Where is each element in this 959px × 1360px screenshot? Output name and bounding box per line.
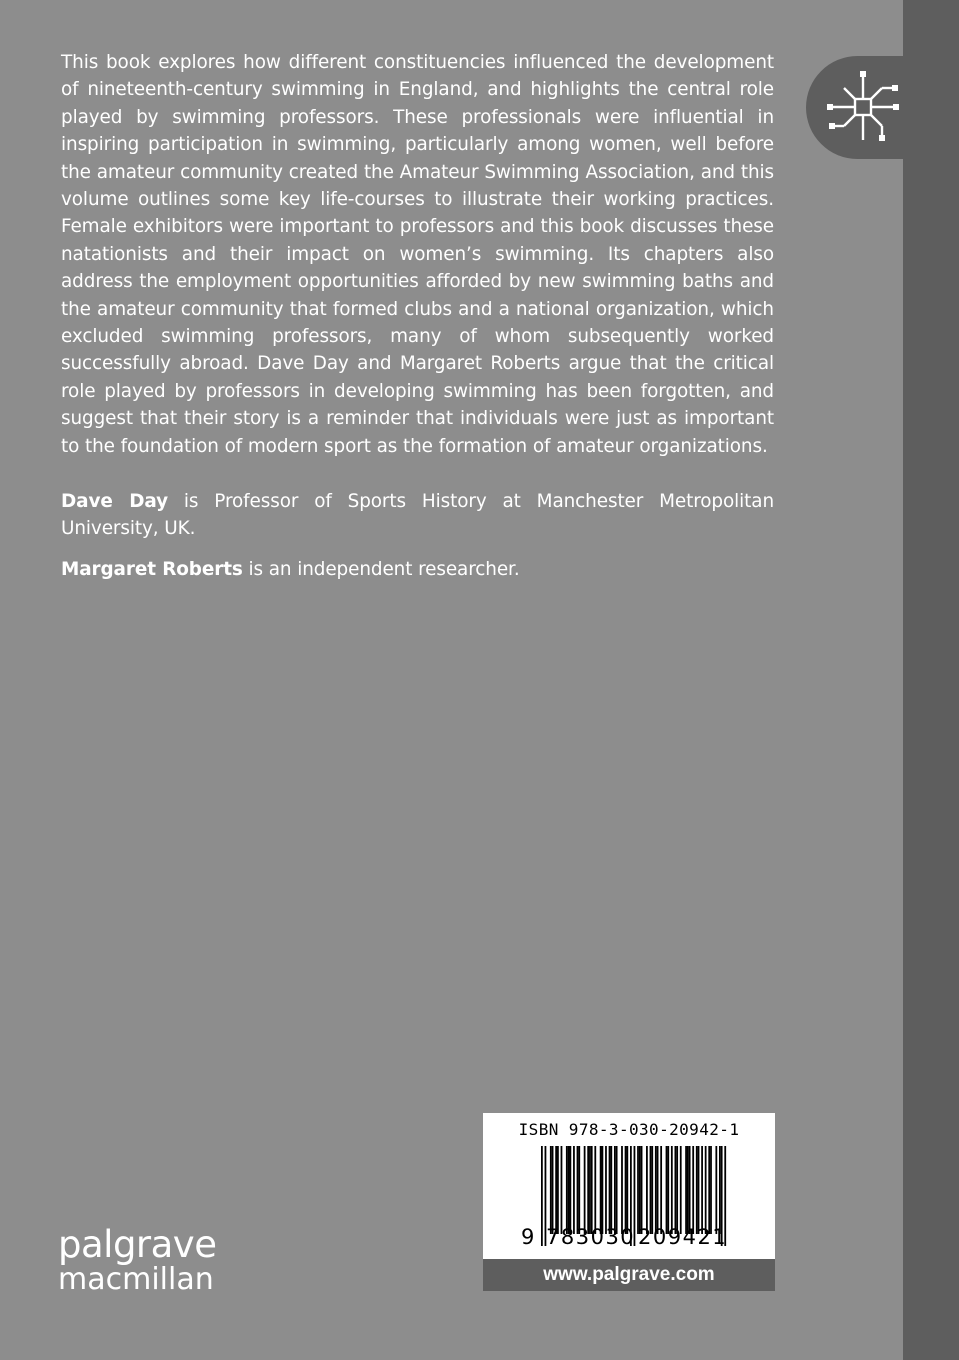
barcode-bar — [692, 1146, 694, 1234]
author-name: Dave Day — [61, 491, 168, 512]
barcode-bar — [605, 1146, 607, 1234]
barcode-bar — [625, 1146, 627, 1234]
barcode-digit-group-1: 783030 — [546, 1225, 636, 1249]
palgrave-network-logo-icon — [824, 68, 904, 148]
author-bio-text: is Professor of Sports History at Manchester Metropolitan University, UK. — [61, 491, 775, 540]
barcode-bar — [701, 1146, 703, 1234]
barcode-bar — [568, 1146, 570, 1234]
barcode-bar — [675, 1146, 677, 1234]
barcode-bar — [655, 1146, 657, 1234]
barcode-bar — [660, 1146, 662, 1234]
barcode-bar — [689, 1146, 691, 1234]
barcode-bar — [552, 1146, 554, 1234]
barcode-bar — [584, 1146, 586, 1234]
barcode-bar — [577, 1146, 579, 1234]
barcode-bar — [569, 1146, 571, 1234]
barcode-bar — [591, 1146, 593, 1234]
barcode-digit-group-2: 209421 — [638, 1225, 728, 1249]
author-bio-text: is an independent researcher. — [242, 559, 520, 580]
author-name: Margaret Roberts — [61, 559, 243, 580]
description-text: This book explores how different constituencies influenced the development of nineteenth-century swimming in England, and highlights the central role played by swimming professors. These professionals were influential in inspiring participation in swimming, particularly among women, well before the amateur community created the Amateur Swimming Association, and this volume outlines some key life-courses to illustrate their working practices. Female exhibitors were important to professors and this book discusses these natationists and their impact on women’s swimming. Its chapters also address the employment opportunities afforded by new swimming baths and the amateur community that formed clubs and a national organization, which excluded swimming professors, many of whom subsequently worked successfully abroad. Dave Day and Margaret Roberts argue that the critical role played by professors in developing swimming has been forgotten, and suggest that their story is a reminder that individuals were just as important to the foundation of modern sport as the formation of amateur organizations. — [61, 52, 774, 457]
barcode-bar — [561, 1146, 563, 1234]
barcode-bar — [696, 1146, 698, 1234]
publisher-website: www.palgrave.com — [483, 1259, 775, 1291]
barcode-bar — [578, 1146, 580, 1234]
barcode-bar — [719, 1146, 721, 1234]
barcode-bar — [566, 1146, 568, 1234]
barcode-bar — [587, 1146, 589, 1234]
barcode-bar — [650, 1146, 652, 1234]
author-bio-1 — [61, 488, 774, 543]
barcode-bar — [610, 1146, 612, 1234]
barcode-bar — [687, 1146, 689, 1234]
barcode-bar — [651, 1146, 653, 1234]
barcode-bar — [555, 1146, 557, 1234]
publisher-line-1: palgrave — [58, 1223, 217, 1266]
barcode-bar — [573, 1146, 575, 1234]
logo-tab — [806, 56, 903, 159]
barcode-bar — [705, 1146, 707, 1234]
barcode-bar — [698, 1146, 700, 1234]
barcode-bar — [637, 1146, 639, 1234]
barcode-bar — [680, 1146, 682, 1234]
barcode-bar — [641, 1146, 643, 1234]
barcode-bar — [710, 1146, 712, 1234]
barcode-bar — [594, 1146, 596, 1234]
barcode-bar — [639, 1146, 641, 1234]
book-spine — [903, 0, 959, 1360]
barcode-bar — [685, 1146, 687, 1234]
barcode-bar — [557, 1146, 559, 1234]
barcode-bar — [541, 1146, 543, 1246]
barcode-bar — [626, 1146, 628, 1234]
barcode-bar — [676, 1146, 678, 1234]
barcode-first-digit: 9 — [521, 1225, 536, 1249]
barcode-bar — [609, 1146, 611, 1234]
barcode-bar — [708, 1146, 710, 1234]
publisher-line-2: macmillan — [58, 1262, 214, 1297]
barcode-bar — [621, 1146, 623, 1234]
barcode-bar — [589, 1146, 591, 1234]
barcode-bar — [657, 1146, 659, 1234]
barcode-bar — [614, 1146, 616, 1234]
barcode-bar — [671, 1146, 673, 1234]
author-bio-2 — [61, 556, 774, 583]
book-description — [61, 49, 774, 460]
barcode-bar — [646, 1146, 648, 1234]
barcode-bar — [667, 1146, 669, 1234]
barcode-bar — [666, 1146, 668, 1234]
barcode-bar — [600, 1146, 602, 1234]
barcode-bar — [602, 1146, 604, 1234]
publisher-logo — [58, 1223, 217, 1297]
barcode-bar — [715, 1146, 717, 1234]
isbn-text: ISBN 978-3-030-20942-1 — [518, 1120, 740, 1139]
barcode-bar — [550, 1146, 552, 1234]
barcode-bar — [616, 1146, 618, 1234]
